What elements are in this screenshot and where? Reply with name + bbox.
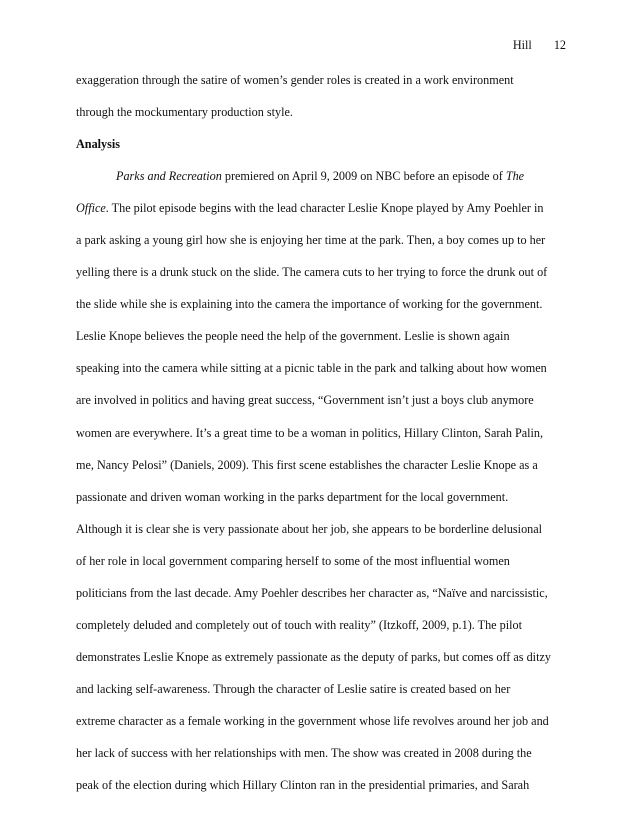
text-line: through the mockumentary production style. (76, 105, 293, 120)
text-line: me, Nancy Pelosi” (Daniels, 2009). This first scene establishes the character Leslie Knope as a (76, 457, 538, 472)
text-line: speaking into the camera while sitting at a picnic table in the park and talking about how women (76, 361, 547, 376)
text-line: exaggeration through the satire of women’s gender roles is created in a work environment (76, 73, 514, 87)
text-line: demonstrates Leslie Knope as extremely passionate as the deputy of parks, but comes off as ditzy (76, 649, 551, 664)
text-line (76, 192, 572, 224)
text-line: completely deluded and completely out of touch with reality” (Itzkoff, 2009, p.1). The pilot (76, 617, 522, 632)
text-line: of her role in local government comparing herself to some of the most influential women (76, 553, 510, 568)
document-body (76, 64, 572, 801)
text-line: are involved in politics and having great success, “Government isn’t just a boys club anymore (76, 393, 534, 408)
text-line: Leslie Knope believes the people need the help of the government. Leslie is shown again (76, 329, 510, 344)
text-line: yelling there is a drunk stuck on the slide. The camera cuts to her trying to force the drunk out of (76, 265, 548, 280)
italic-title: Parks and Recreation (116, 169, 222, 184)
text-run: . The pilot episode begins with the lead character Leslie Knope played by Amy Poehler in (105, 201, 544, 216)
text-line: her lack of success with her relationships with men. The show was created in 2008 during the (76, 745, 532, 760)
text-line: women are everywhere. It’s a great time to be a woman in politics, Hillary Clinton, Sarah Palin, (76, 425, 544, 440)
section-heading: Analysis (76, 137, 121, 152)
text-line: a park asking a young girl how she is enjoying her time at the park. Then, a boy comes up to her (76, 233, 546, 248)
text-line: peak of the election during which Hillary Clinton ran in the presidential primaries, and Sarah (76, 778, 530, 793)
text-line: extreme character as a female working in the government whose life revolves around her job and (76, 713, 549, 728)
text-line: Although it is clear she is very passionate about her job, she appears to be borderline delusional (76, 521, 543, 536)
text-line: the slide while she is explaining into the camera the importance of working for the government. (76, 297, 543, 312)
running-header (513, 38, 566, 53)
italic-title: Office (76, 201, 106, 216)
text-line: politicians from the last decade. Amy Poehler describes her character as, “Naïve and narcissistic, (76, 585, 548, 600)
text-line: passionate and driven woman working in the parks department for the local government. (76, 489, 509, 504)
italic-title: The (505, 169, 525, 184)
text-line (76, 160, 572, 192)
text-line: and lacking self-awareness. Through the character of Leslie satire is created based on her (76, 681, 511, 696)
header-page-number: 12 (553, 38, 566, 52)
header-author: Hill (512, 38, 532, 52)
text-run: premiered on April 9, 2009 on NBC before an episode of (221, 169, 506, 184)
